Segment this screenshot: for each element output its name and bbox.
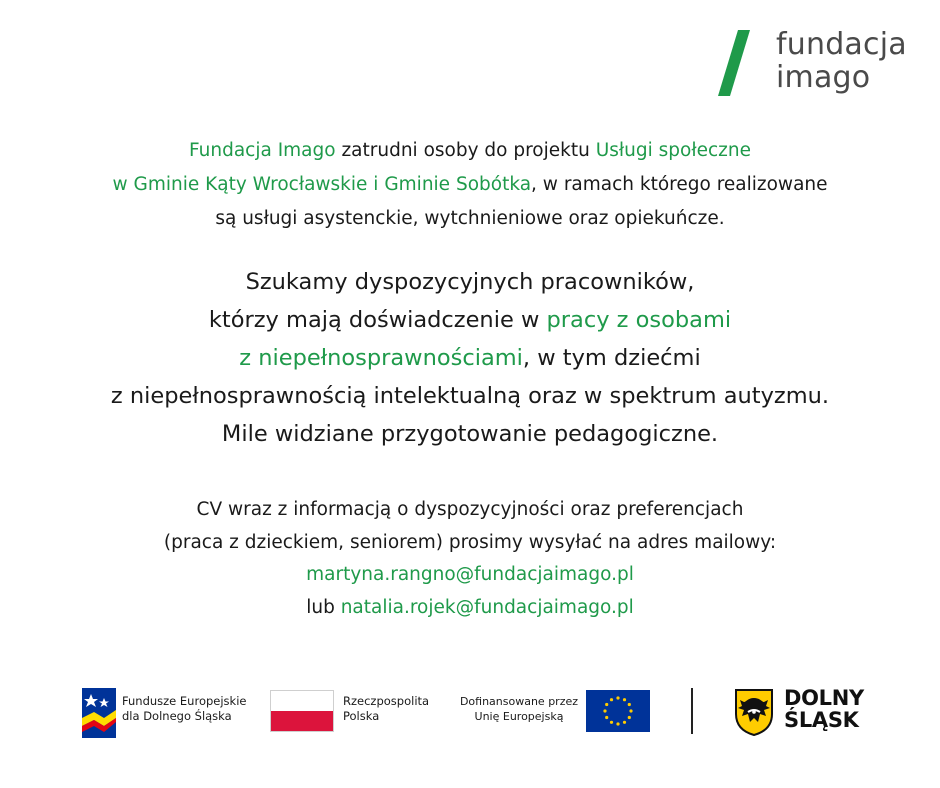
- intro-line-3: są usługi asystenckie, wytchnieniowe oraz opiekuńcze.: [215, 208, 725, 229]
- search-line-1: Szukamy dyspozycyjnych pracowników,: [245, 269, 695, 295]
- ds-line-1: DOLNY: [784, 686, 864, 710]
- fundacja-imago-logo: [718, 28, 918, 98]
- search-text-3: , w tym dziećmi: [522, 345, 701, 371]
- fe-line-1: Fundusze Europejskie: [122, 694, 247, 708]
- search-line-4: z niepełnosprawnością intelektualną oraz w spektrum autyzmu.: [110, 383, 830, 409]
- project-name-part-1: Usługi społeczne: [595, 140, 751, 161]
- footer-logos: [0, 684, 940, 744]
- search-text-2: którzy mają doświadczenie w: [208, 307, 547, 333]
- contact-line-4: [0, 592, 940, 625]
- contact-line-3: [0, 559, 940, 592]
- email-link-1[interactable]: martyna.rangno@fundacjaimago.pl: [306, 564, 634, 585]
- fundusze-europejskie-icon: [82, 688, 116, 738]
- fe-line-2: dla Dolnego Śląska: [122, 709, 232, 723]
- polish-flag-icon: [270, 690, 334, 732]
- search-line-3: [0, 339, 940, 377]
- dolny-slask-crest-icon: [734, 688, 774, 736]
- contact-line-2: (praca z dzieckiem, seniorem) prosimy wysyłać na adres mailowy:: [163, 531, 777, 553]
- logo-line-2: imago: [776, 60, 871, 95]
- intro-text-1: zatrudni osoby do projektu: [335, 140, 596, 161]
- dolny-slask-wordmark: [784, 687, 864, 731]
- divider: [691, 688, 693, 734]
- intro-line-1: [0, 134, 940, 168]
- intro-line-2: [0, 168, 940, 202]
- logo-text: [776, 28, 907, 94]
- contact-line-1: CV wraz z informacją o dyspozycyjności oraz preferencjach: [196, 499, 744, 520]
- eu-line-2: Unię Europejską: [474, 710, 564, 723]
- ds-line-2: ŚLĄSK: [784, 708, 859, 732]
- eu-flag-icon: [586, 690, 650, 732]
- pl-line-2: Polska: [343, 709, 380, 723]
- search-line-5: Mile widziane przygotowanie pedagogiczne.: [221, 421, 719, 447]
- org-name: Fundacja Imago: [189, 140, 336, 161]
- search-highlight-2: z niepełnosprawnościami: [239, 345, 523, 371]
- contact-or: lub: [306, 596, 341, 618]
- pl-line-1: Rzeczpospolita: [343, 694, 430, 708]
- eu-line-1: Dofinansowane przez: [459, 695, 579, 708]
- email-link-2[interactable]: natalia.rojek@fundacjaimago.pl: [340, 596, 634, 618]
- fe-label: [122, 694, 246, 724]
- search-highlight-1: pracy z osobami: [546, 307, 732, 333]
- intro-paragraph: [0, 134, 940, 236]
- intro-text-2: , w ramach którego realizowane: [531, 174, 828, 195]
- pl-label: [343, 694, 429, 724]
- search-paragraph: [0, 263, 940, 453]
- search-line-2: [0, 301, 940, 339]
- logo-slash-icon: [718, 30, 752, 96]
- contact-paragraph: [0, 494, 940, 624]
- project-name-part-2: w Gminie Kąty Wrocławskie i Gminie Sobótka: [112, 174, 532, 195]
- logo-line-1: fundacja: [776, 27, 907, 62]
- eu-label: [456, 694, 582, 724]
